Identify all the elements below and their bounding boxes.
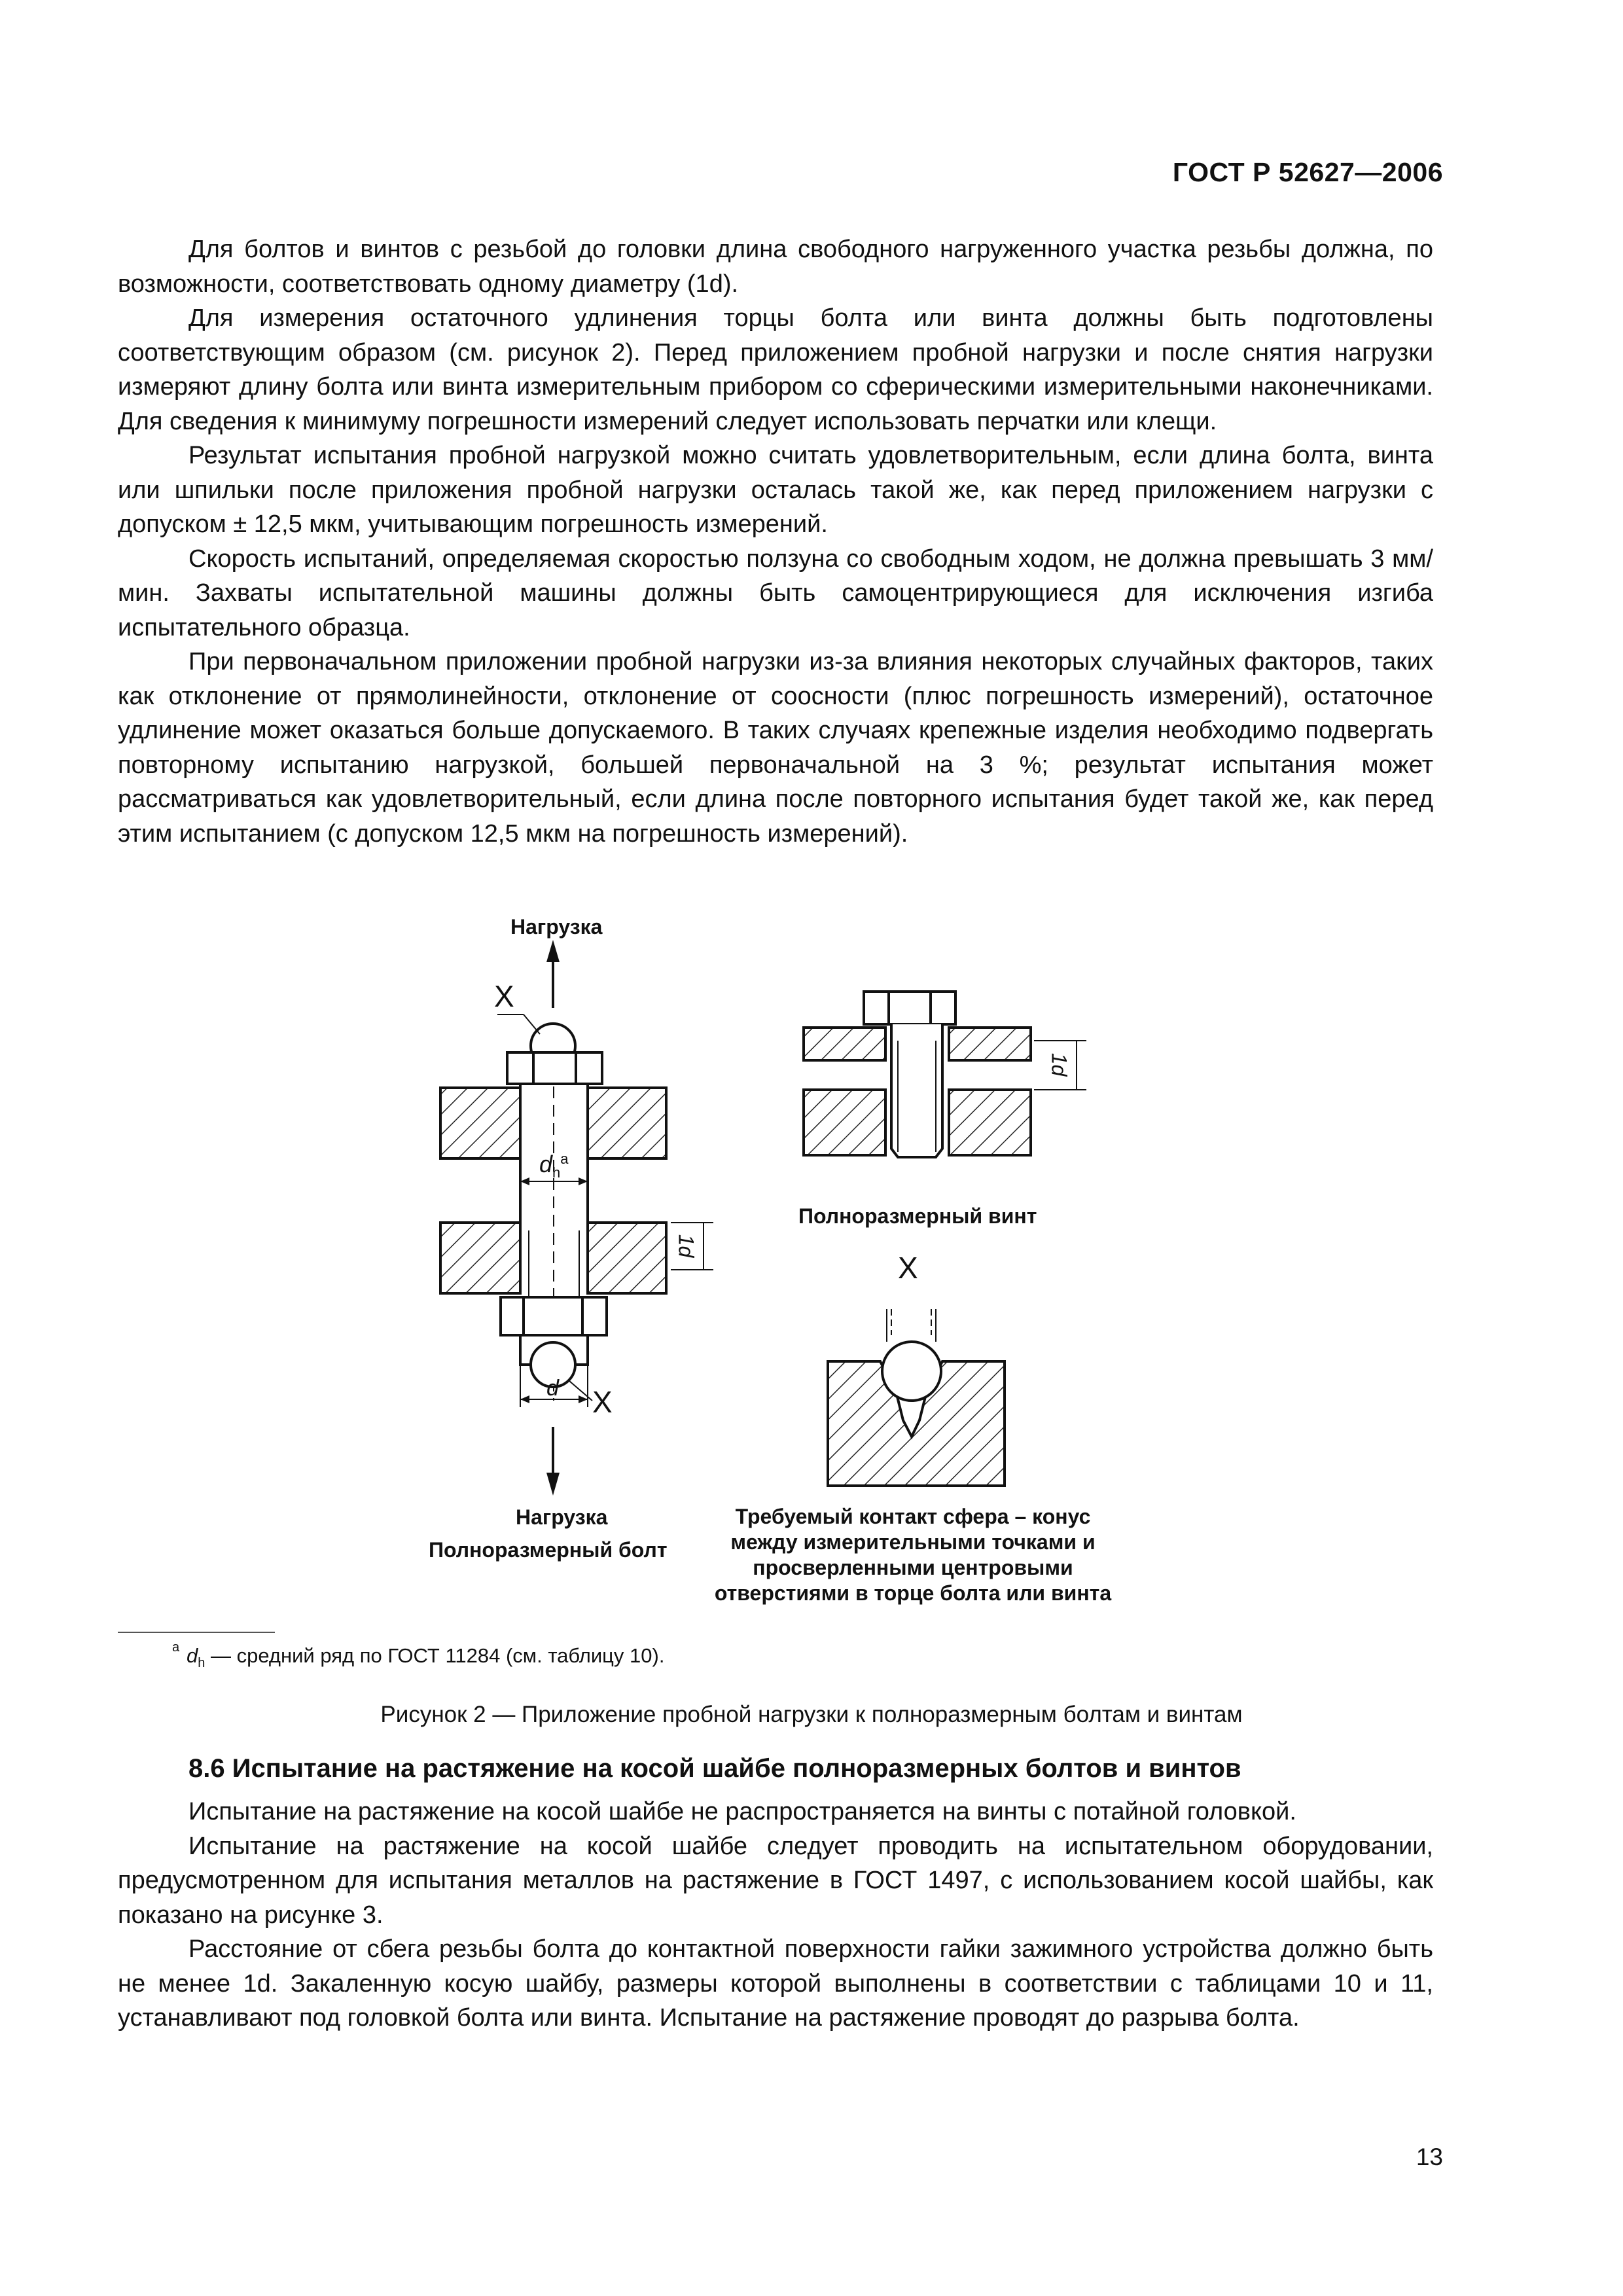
x-mark-top: X — [494, 979, 514, 1013]
full-bolt-drawing — [440, 940, 713, 1496]
contact-detail-drawing — [828, 1309, 1005, 1486]
paragraph: При первоначальном приложении пробной нагрузки из-за влияния некоторых случайных факторов, таких как отклонение от прямолинейности, отклонение от соосности (плюс погрешность измерений), остаточное удлинение может оказаться больше допускаемого. В таких случаях крепежные изделия необходимо подвергать повторному испытанию нагрузкой, большей первоначальной на 3 %; результат испытания может рассматриваться как удовлетворительный, если длина после повторного испытания будет такой же, как перед этим испытанием (с допуском 12,5 мкм на погрешность измерений). — [118, 648, 1433, 848]
upper-plate-left — [440, 1088, 520, 1158]
paragraph: Для болтов и винтов с резьбой до головки длина свободного нагруженного участка резьбы должна, по возможности, соответствовать одному диаметру (1d). — [118, 236, 1433, 298]
contact-caption: Требуемый контакт сфера – конус между измерительными точками и просверленными центровыми отверстиями в торце болта или винта — [714, 1505, 1112, 1605]
dh-label: $d_h^a$ — [539, 1151, 569, 1181]
load-label-bottom: Нагрузка — [516, 1505, 608, 1529]
paragraph: Скорость испытаний, определяемая скоростью ползуна со свободным ходом, не должна превышать 3 мм/мин. Захваты испытательной машины должны быть самоцентрирующиеся для исключения изгиба испытательного образца. — [118, 545, 1433, 641]
upper-plate-right — [588, 1088, 666, 1158]
paragraph: Результат испытания пробной нагрузкой можно считать удовлетворительным, если длина болта, винта или шпильки после приложения пробной нагрузки осталась такой же, как перед приложением нагрузки с допуском ± 12,5 мкм, учитывающим погрешность измерений. — [118, 442, 1433, 538]
figure-2 — [0, 903, 1623, 1636]
d-label: d — [546, 1376, 559, 1401]
body-text-top — [118, 232, 1433, 851]
screw-plate-top-right — [949, 1028, 1031, 1060]
full-bolt-label: Полноразмерный болт — [429, 1538, 668, 1562]
figure-caption: Рисунок 2 — Приложение пробной нагрузки к полноразмерным болтам и винтам — [380, 1702, 1243, 1727]
one-d-label-bolt: 1d — [674, 1234, 698, 1258]
one-d-label-screw: 1d — [1047, 1052, 1071, 1077]
paragraph: Испытание на растяжение на косой шайбе следует проводить на испытательном оборудовании, предусмотренном для испытания металлов на растяжение в ГОСТ 1497, с использованием косой шайбы, как показано на рисунке 3. — [118, 1832, 1433, 1929]
load-label-top: Нагрузка — [510, 915, 603, 939]
x-mark-bottom: X — [592, 1385, 613, 1419]
nut — [501, 1297, 607, 1335]
screw-plate-bottom-right — [949, 1090, 1031, 1155]
footnote: а $d_h$ — средний ряд по ГОСТ 11284 (см. таблицу 10). — [172, 1640, 665, 1671]
paragraph: Для измерения остаточного удлинения торцы болта или винта должны быть подготовлены соответствующим образом (см. рисунок 2). Перед приложением пробной нагрузки и после снятия нагрузки измеряют длину болта или винта измерительным прибором со сферическими измерительными наконечниками. Для сведения к минимуму погрешности измерений следует использовать перчатки или клещи. — [118, 304, 1433, 435]
screw-plate-bottom-left — [804, 1090, 885, 1155]
body-text-bottom — [118, 1795, 1433, 2036]
paragraph: Испытание на растяжение на косой шайбе не распространяется на винты с потайной головкой. — [188, 1798, 1296, 1825]
page-number: 13 — [1416, 2144, 1443, 2170]
lower-plate-right — [588, 1223, 666, 1293]
lower-plate-left — [440, 1223, 520, 1293]
x-mark-detail: X — [898, 1251, 918, 1285]
screw-head — [864, 992, 955, 1024]
bolt-head — [507, 1052, 602, 1084]
full-screw-drawing — [804, 992, 1086, 1157]
document-id: ГОСТ Р 52627—2006 — [1172, 157, 1443, 187]
screw-plate-top-left — [804, 1028, 885, 1060]
footnote-divider — [118, 1632, 275, 1633]
contact-sphere — [882, 1342, 941, 1401]
paragraph: Расстояние от сбега резьбы болта до контактной поверхности гайки зажимного устройства должно быть не менее 1d. Закаленную косую шайбу, размеры которой выполнены в соответствии с таблицами 10 и 11, устанавливают под головкой болта или винта. Испытание на растяжение проводят до разрыва болта. — [118, 1935, 1433, 2032]
full-screw-label: Полноразмерный винт — [798, 1204, 1037, 1228]
section-heading: 8.6 Испытание на растяжение на косой шайбе полноразмерных болтов и винтов — [188, 1754, 1241, 1783]
